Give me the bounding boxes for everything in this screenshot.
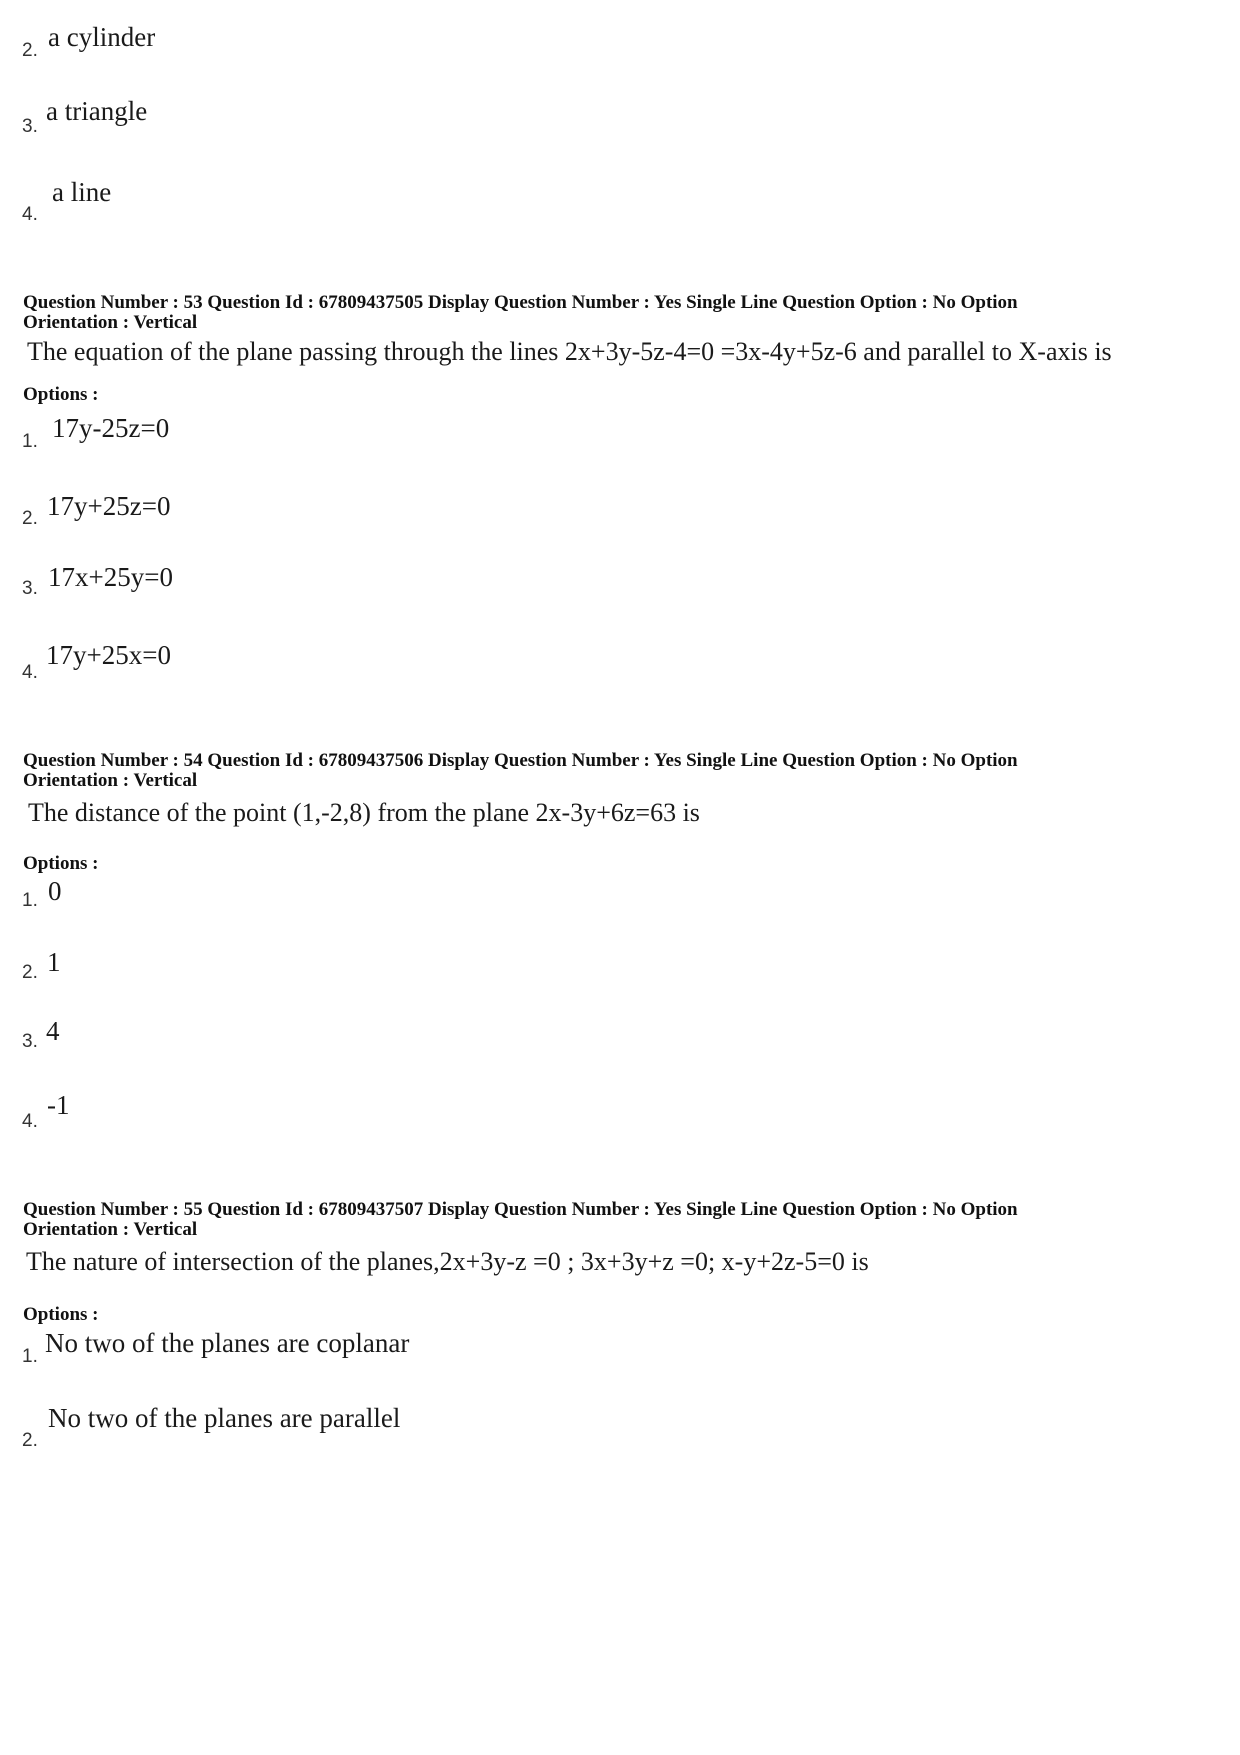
option-text: 17y+25x=0 [46, 640, 171, 670]
option-text: No two of the planes are parallel [48, 1403, 401, 1433]
option-number: 2. [22, 962, 38, 983]
option-text: 17y-25z=0 [52, 413, 170, 443]
option-text: 4 [46, 1016, 60, 1046]
option-number: 1. [22, 890, 38, 911]
option-number: 4. [22, 1111, 38, 1132]
option-number: 1. [22, 431, 38, 452]
options-label: Options : [23, 384, 99, 405]
option-number: 2. [22, 508, 38, 529]
question-text: The equation of the plane passing through the lines 2x+3y-5z-4=0 =3x-4y+5z-6 and parallel to X-axis is [27, 337, 1112, 366]
question-text: The nature of intersection of the planes,2x+3y-z =0 ; 3x+3y+z =0; x-y+2z-5=0 is [26, 1247, 869, 1276]
question-meta: Question Number : 54 Question Id : 67809437506 Display Question Number : Yes Single Line Question Option : No Option [23, 750, 1018, 771]
option-number: 2. [22, 1430, 38, 1451]
option-text: 0 [48, 876, 62, 906]
option-text: a cylinder [48, 22, 156, 52]
option-text: a triangle [46, 96, 148, 126]
question-meta-orientation: Orientation : Vertical [23, 770, 198, 791]
option-number: 3. [22, 116, 38, 137]
option-text: No two of the planes are coplanar [45, 1328, 410, 1358]
option-number: 3. [22, 1031, 38, 1052]
question-meta-orientation: Orientation : Vertical [23, 312, 198, 333]
option-text: 17x+25y=0 [48, 562, 173, 592]
option-text: 1 [47, 947, 61, 977]
question-meta: Question Number : 53 Question Id : 67809437505 Display Question Number : Yes Single Line Question Option : No Option [23, 292, 1018, 313]
question-text: The distance of the point (1,-2,8) from the plane 2x-3y+6z=63 is [28, 798, 700, 827]
option-number: 4. [22, 662, 38, 683]
option-text: -1 [47, 1090, 70, 1120]
option-number: 4. [22, 204, 38, 225]
option-number: 1. [22, 1346, 38, 1367]
option-text: a line [52, 177, 112, 207]
question-meta: Question Number : 55 Question Id : 67809437507 Display Question Number : Yes Single Line Question Option : No Option [23, 1199, 1018, 1220]
option-number: 2. [22, 40, 38, 61]
options-label: Options : [23, 853, 99, 874]
question-meta-orientation: Orientation : Vertical [23, 1219, 198, 1240]
option-number: 3. [22, 578, 38, 599]
options-label: Options : [23, 1304, 99, 1325]
option-text: 17y+25z=0 [47, 491, 171, 521]
